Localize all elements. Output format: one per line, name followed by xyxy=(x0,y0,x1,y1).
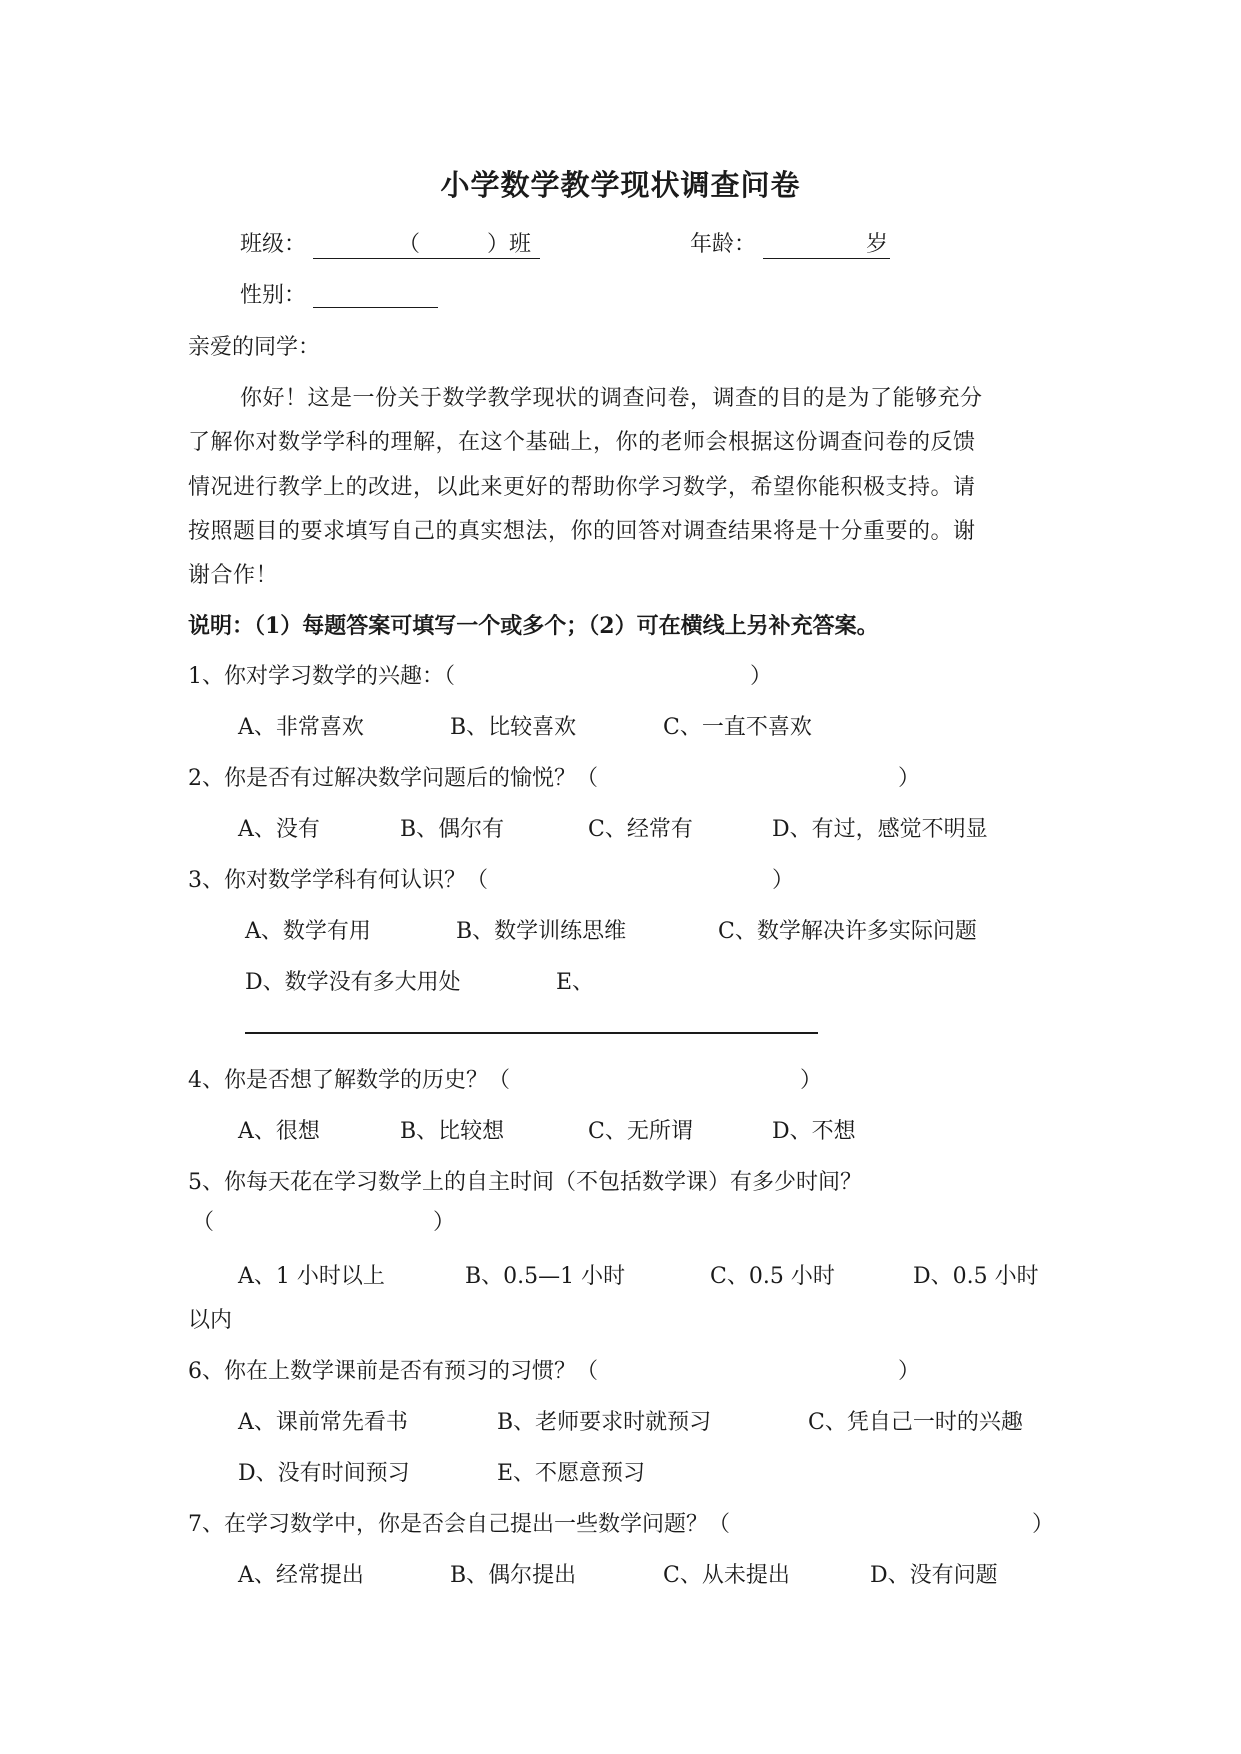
class-close-paren: ）班 xyxy=(487,232,532,257)
q1-option-a[interactable]: A、非常喜欢 xyxy=(238,715,364,740)
q6-option-a[interactable]: A、课前常先看书 xyxy=(238,1410,408,1435)
q3-option-e[interactable]: E、 xyxy=(556,970,595,995)
instructions-note: 说明：（1）每题答案可填写一个或多个；（2）可在横线上另补充答案。 xyxy=(188,613,879,639)
intro-line: 了解你对数学学科的理解，在这个基础上，你的老师会根据这份调查问卷的反馈 xyxy=(188,430,976,455)
q5-option-c[interactable]: C、0.5 小时 xyxy=(710,1264,835,1289)
question-1: 1、你对学习数学的兴趣：（ xyxy=(188,664,455,689)
q4-option-d[interactable]: D、不想 xyxy=(772,1119,856,1144)
q1-option-b[interactable]: B、比较喜欢 xyxy=(450,715,577,740)
q5-option-d[interactable]: D、0.5 小时 xyxy=(913,1264,1039,1289)
question-3-close-paren: ） xyxy=(772,868,795,893)
q3-option-c[interactable]: C、数学解决许多实际问题 xyxy=(718,919,977,944)
q7-option-b[interactable]: B、偶尔提出 xyxy=(450,1563,577,1588)
q3-other-answer-line[interactable] xyxy=(245,1030,818,1034)
q1-option-c[interactable]: C、一直不喜欢 xyxy=(663,715,812,740)
question-2: 2、你是否有过解决数学问题后的愉悦？（ xyxy=(188,766,598,791)
q3-option-b[interactable]: B、数学训练思维 xyxy=(456,919,627,944)
q3-option-a[interactable]: A、数学有用 xyxy=(245,919,371,944)
question-7: 7、在学习数学中，你是否会自己提出一些数学问题？（ xyxy=(188,1512,730,1537)
intro-line: 谢合作！ xyxy=(188,563,279,588)
question-5-open-paren: （ xyxy=(192,1210,215,1235)
question-6: 6、你在上数学课前是否有预习的习惯？（ xyxy=(188,1359,598,1384)
question-3: 3、你对数学学科有何认识？（ xyxy=(188,868,488,893)
page-title: 小学数学教学现状调查问卷 xyxy=(440,168,801,202)
q7-option-a[interactable]: A、经常提出 xyxy=(238,1563,364,1588)
q2-option-a[interactable]: A、没有 xyxy=(238,817,320,842)
question-4: 4、你是否想了解数学的历史？（ xyxy=(188,1068,510,1093)
intro-line: 情况进行教学上的改进，以此来更好的帮助你学习数学，希望你能积极支持。请 xyxy=(188,475,976,500)
question-1-close-paren: ） xyxy=(750,664,773,689)
question-4-close-paren: ） xyxy=(800,1068,823,1093)
class-open-paren: （ xyxy=(398,232,421,257)
q5-option-b[interactable]: B、0.5—1 小时 xyxy=(465,1264,626,1289)
gender-label: 性别： xyxy=(240,283,307,308)
question-5: 5、你每天花在学习数学上的自主时间（不包括数学课）有多少时间？ xyxy=(188,1170,862,1195)
q4-option-c[interactable]: C、无所谓 xyxy=(588,1119,693,1144)
question-6-close-paren: ） xyxy=(898,1359,921,1384)
question-7-close-paren: ） xyxy=(1032,1512,1055,1537)
q4-option-b[interactable]: B、比较想 xyxy=(400,1119,505,1144)
q6-option-c[interactable]: C、凭自己一时的兴趣 xyxy=(808,1410,1023,1435)
q4-option-a[interactable]: A、很想 xyxy=(238,1119,320,1144)
q2-option-b[interactable]: B、偶尔有 xyxy=(400,817,505,842)
q6-option-b[interactable]: B、老师要求时就预习 xyxy=(497,1410,712,1435)
q2-option-c[interactable]: C、经常有 xyxy=(588,817,693,842)
intro-line: 你好！这是一份关于数学教学现状的调查问卷，调查的目的是为了能够充分 xyxy=(240,386,983,411)
q7-option-c[interactable]: C、从未提出 xyxy=(663,1563,790,1588)
q6-option-d[interactable]: D、没有时间预习 xyxy=(238,1461,410,1486)
greeting: 亲爱的同学： xyxy=(188,335,321,360)
question-2-close-paren: ） xyxy=(898,766,921,791)
q2-option-d[interactable]: D、有过，感觉不明显 xyxy=(772,817,988,842)
q5-option-d-continued: 以内 xyxy=(188,1308,233,1333)
gender-field[interactable] xyxy=(313,283,438,308)
age-label: 年龄： xyxy=(690,232,757,257)
question-5-close-paren: ） xyxy=(433,1210,456,1235)
q5-option-a[interactable]: A、1 小时以上 xyxy=(238,1264,385,1289)
q7-option-d[interactable]: D、没有问题 xyxy=(870,1563,998,1588)
intro-line: 按照题目的要求填写自己的真实想法，你的回答对调查结果将是十分重要的。谢 xyxy=(188,519,976,544)
class-label: 班级： xyxy=(240,232,307,257)
age-unit: 岁 xyxy=(866,232,889,257)
q3-option-d[interactable]: D、数学没有多大用处 xyxy=(245,970,461,995)
q6-option-e[interactable]: E、不愿意预习 xyxy=(497,1461,646,1486)
